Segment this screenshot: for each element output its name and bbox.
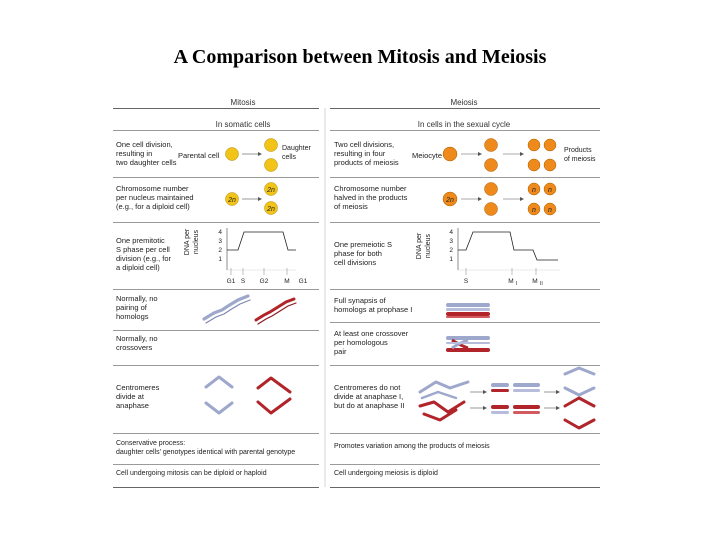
mitosis-header: Mitosis <box>230 98 256 107</box>
chromosome-red <box>446 316 490 318</box>
mitosis-unpaired-homologs <box>204 296 296 324</box>
chromosome-blue <box>446 303 490 307</box>
arrow-head-icon <box>556 406 560 410</box>
x-tick-label: M <box>284 278 290 285</box>
meiosis-subheader: In cells in the sexual cycle <box>417 120 511 129</box>
y-tick-label: 1 <box>449 256 453 263</box>
chromatid-blue <box>565 388 594 395</box>
meiosis-anaphase-figure <box>420 368 594 428</box>
meiosis-crossover-figure <box>446 336 490 352</box>
y-tick-label: 3 <box>218 238 222 245</box>
meiosis-synapsed-homologs <box>446 303 490 318</box>
chromatid-blue <box>420 382 468 392</box>
y-tick-label: 4 <box>218 229 222 236</box>
arrow-head-icon <box>556 390 560 394</box>
chromosome-blue <box>446 342 490 344</box>
chromatid-blue <box>422 392 456 398</box>
daughter-cells-label: Daughter cells <box>282 145 311 161</box>
chromatid-blue <box>206 377 232 387</box>
meiosis-row-chromosome-number: Chromosome number halved in the products of meiosis <box>334 184 408 211</box>
meiosis-ploidy-figure <box>443 183 556 216</box>
meiosis-row-divisions: Two cell divisions, resulting in four products of meiosis <box>334 140 399 167</box>
ploidy-2n-label: 2n <box>228 197 236 204</box>
ploidy-n-label: n <box>532 207 536 214</box>
products-of-meiosis-label: Products of meiosis <box>564 147 596 163</box>
dna-content-line <box>227 232 296 250</box>
page-title: A Comparison between Mitosis and Meiosis <box>173 46 547 68</box>
chromosome-blue <box>491 411 509 414</box>
meiosis-row-s-phase: One premeiotic S phase for both cell divisions <box>334 240 392 267</box>
intermediate-cell <box>485 159 498 172</box>
meiosis-row-synapsis: Full synapsis of homologs at prophase I <box>334 296 413 314</box>
mitosis-row-conservative: Conservative process: daughter cells' genotypes identical with parental genotype <box>116 440 296 456</box>
x-tick-label: S <box>240 278 246 285</box>
meiosis-row-variation: Promotes variation among the products of meiosis <box>334 443 490 450</box>
arrow-head-icon <box>520 152 524 156</box>
meiocyte-label: Meiocyte <box>412 151 443 160</box>
mitosis-anaphase-figure <box>206 377 290 413</box>
x-tick-label: G2 <box>259 278 269 285</box>
chromosome-red <box>491 389 509 392</box>
arrow-head-icon <box>520 197 524 201</box>
x-tick-label: M <box>508 278 514 285</box>
mitosis-row-centromeres: Centromeres divide at anaphase <box>116 383 160 410</box>
product-cell <box>544 159 556 171</box>
mitosis-row-pairing: Normally, no pairing of homologs <box>116 294 158 321</box>
y-tick-label: 2 <box>218 247 222 254</box>
product-cell <box>528 139 540 151</box>
chromosome-red <box>256 299 294 320</box>
meiosis-dna-graph <box>449 228 560 287</box>
chromatid-red <box>565 398 594 406</box>
ploidy-2n-label: 2n <box>267 187 275 194</box>
chromatid-red <box>258 378 290 392</box>
mitosis-row-crossovers: Normally, no crossovers <box>116 334 158 352</box>
meiosis-division-figure <box>443 139 556 172</box>
arrow-head-icon <box>258 197 262 201</box>
ploidy-2n-label: 2n <box>446 197 454 204</box>
chromosome-blue <box>491 383 509 387</box>
y-tick-label: 3 <box>449 238 453 245</box>
chromatid-red <box>424 410 456 420</box>
mitosis-subheader: In somatic cells <box>215 120 271 129</box>
intermediate-cell <box>485 139 498 152</box>
chromosome-red <box>513 411 540 414</box>
meiosis-dna-axis-label: DNA per nucleus <box>416 232 432 260</box>
arrow-head-icon <box>478 152 482 156</box>
mitosis-row-chromosome-number: Chromosome number per nucleus maintained (e.g., for a diploid cell) <box>116 184 194 211</box>
x-tick-subscript: II <box>540 281 543 287</box>
chromatid-red <box>565 420 594 428</box>
y-tick-label: 1 <box>218 256 222 263</box>
x-tick-label: G1 <box>298 278 308 285</box>
x-tick-label: S <box>463 278 469 285</box>
ploidy-n-label: n <box>548 187 552 194</box>
mitosis-division-figure <box>226 139 278 172</box>
product-cell <box>544 139 556 151</box>
chromosome-blue <box>446 308 490 311</box>
chromosome-red <box>446 312 490 316</box>
arrow-head-icon <box>483 406 487 410</box>
meiosis-row-centromeres: Centromeres do not divide at anaphase I, but do at anaphase II <box>334 383 405 410</box>
mitosis-ploidy-figure <box>226 183 278 215</box>
x-tick-subscript: I <box>516 281 518 287</box>
chromatid-red <box>258 399 290 413</box>
arrow-head-icon <box>483 390 487 394</box>
ploidy-n-label: n <box>548 207 552 214</box>
chromosome-red <box>491 405 509 409</box>
ploidy-2n-label: 2n <box>267 206 275 213</box>
daughter-cell <box>265 139 278 152</box>
mitosis-dna-axis-label: DNA per nucleus <box>184 228 200 256</box>
mitosis-row-divisions: One cell division, resulting in two daughter cells <box>116 140 177 167</box>
intermediate-cell <box>485 183 498 196</box>
meiosis-row-ploidy: Cell undergoing meiosis is diploid <box>334 470 438 477</box>
chromatid-blue <box>206 403 232 413</box>
daughter-cell <box>265 159 278 172</box>
dna-content-line <box>458 232 558 260</box>
x-tick-label: G1 <box>226 278 236 285</box>
chromosome-red <box>513 405 540 409</box>
ploidy-n-label: n <box>532 187 536 194</box>
mitosis-dna-graph <box>218 228 307 285</box>
x-tick-label: M <box>532 278 538 285</box>
mitosis-row-s-phase: One premitotic S phase per cell division (e.g., for a diploid cell) <box>116 236 172 272</box>
y-tick-label: 2 <box>449 247 453 254</box>
chromosome-blue <box>204 296 248 319</box>
y-tick-label: 4 <box>449 229 453 236</box>
meiocyte-cell <box>443 147 457 161</box>
arrow-head-icon <box>478 197 482 201</box>
mitosis-row-ploidy: Cell undergoing mitosis can be diploid or haploid <box>116 470 267 477</box>
meiosis-header: Meiosis <box>450 98 478 107</box>
chromatid-blue <box>565 368 594 374</box>
chromosome-blue <box>206 300 250 323</box>
product-cell <box>528 159 540 171</box>
chromosome-blue <box>513 389 540 392</box>
meiosis-row-crossover: At least one crossover per homologous pair <box>334 329 409 356</box>
chromosome-blue <box>513 383 540 387</box>
parental-cell <box>226 148 239 161</box>
parental-cell-label: Parental cell <box>178 151 220 160</box>
arrow-head-icon <box>258 152 262 156</box>
intermediate-cell <box>485 203 498 216</box>
